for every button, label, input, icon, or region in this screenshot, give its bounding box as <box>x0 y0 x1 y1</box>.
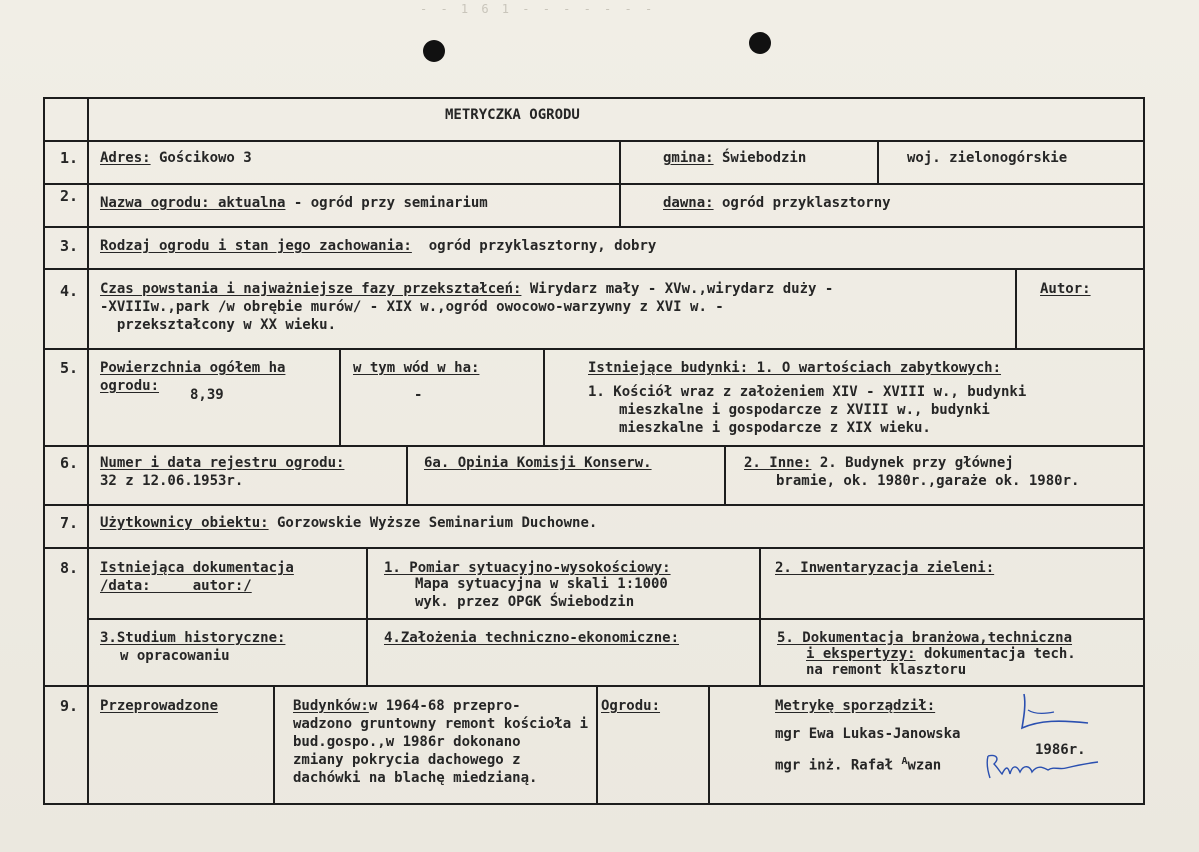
documentation-label-2: /data: autor:/ <box>100 578 252 594</box>
area-label-2: ogrodu: <box>100 378 160 394</box>
row-number-2: 2. <box>60 187 79 205</box>
punch-hole-left <box>423 40 445 62</box>
greenery-inventory-label: 2. Inwentaryzacja zieleni: <box>775 560 995 576</box>
preparer-2-correction: A <box>901 756 908 767</box>
rule-7 <box>43 504 1145 506</box>
rule-r1-a <box>619 140 621 226</box>
history-line-3: przekształcony w XX wieku. <box>100 317 337 333</box>
survey-line-1: Mapa sytuacyjna w skali 1:1000 <box>415 576 668 592</box>
author-label: Autor: <box>1040 281 1091 297</box>
rule-8-mid <box>88 618 1145 620</box>
register-value: 32 z 12.06.1953r. <box>100 473 244 489</box>
gmina-field <box>663 150 806 166</box>
preparer-2 <box>775 754 941 774</box>
garden-works-label: Ogrodu: <box>601 698 661 714</box>
rule-r5-b <box>543 348 545 445</box>
buildings-works-line-2: wadzono gruntowny remont kościoła i <box>293 716 589 732</box>
buildings-line-3: mieszkalne i gospodarcze z XIX wieku. <box>619 420 931 436</box>
preparer-1: mgr Ewa Lukas-Janowska <box>775 726 961 742</box>
preparer-2-surname: wzan <box>907 757 942 774</box>
gmina-value: Świebodzin <box>713 150 807 166</box>
branch-docs-line-2 <box>806 646 1076 662</box>
garden-type-label: Rodzaj ogrodu i stan jego zachowania: <box>100 238 412 254</box>
branch-docs-value-2: na remont klasztoru <box>806 662 967 678</box>
gmina-label: gmina: <box>663 150 714 166</box>
address-value: Gościkowo 3 <box>150 150 252 166</box>
garden-name-field <box>100 195 488 211</box>
other-label: 2. Inne: <box>744 455 812 471</box>
tech-econ-label: 4.Założenia techniczno-ekonomiczne: <box>384 630 680 646</box>
former-name-label: dawna: <box>663 195 714 211</box>
conducted-label: Przeprowadzone <box>100 698 219 714</box>
rule-r8-b <box>759 547 761 685</box>
buildings-works-line-4: zmiany pokrycia dachowego z <box>293 752 521 768</box>
conservator-opinion-label: 6a. Opinia Komisji Konserw. <box>424 455 652 471</box>
buildings-works-line-3: bud.gospo.,w 1986r dokonano <box>293 734 521 750</box>
branch-docs-value-1: dokumentacja tech. <box>915 646 1076 662</box>
preparer-2-name: mgr inż. Rafał <box>775 757 902 774</box>
rule-1 <box>43 140 1145 142</box>
buildings-line-2: mieszkalne i gospodarcze z XVIII w., budynki <box>619 402 990 418</box>
rule-9 <box>43 685 1145 687</box>
rule-8 <box>43 547 1145 549</box>
voivodeship-value: woj. zielonogórskie <box>907 150 1068 166</box>
signature-2-icon <box>982 748 1102 784</box>
survey-label: 1. Pomiar sytuacyjno-wysokościowy: <box>384 560 671 576</box>
rule-r4 <box>1015 268 1017 348</box>
historical-study-value: w opracowaniu <box>120 648 230 664</box>
branch-docs-label-2: i ekspertyzy: <box>806 646 916 662</box>
rule-r9-b <box>596 685 598 805</box>
users-field <box>100 515 597 531</box>
history-value-1: Wirydarz mały - XVw.,wirydarz duży - <box>521 281 834 297</box>
rule-6 <box>43 445 1145 447</box>
branch-docs-label-1: 5. Dokumentacja branżowa,techniczna <box>777 630 1073 646</box>
rule-bottom <box>43 803 1145 805</box>
register-label: Numer i data rejestru ogrodu: <box>100 455 345 471</box>
rule-r9-c <box>708 685 710 805</box>
rule-r6-b <box>724 445 726 504</box>
garden-name-value: - ogród przy seminarium <box>285 195 488 211</box>
punch-hole-right <box>749 32 771 54</box>
users-label: Użytkownicy obiektu: <box>100 515 269 531</box>
garden-name-label: Nazwa ogrodu: aktualna <box>100 195 286 211</box>
rule-4 <box>43 268 1145 270</box>
garden-type-field <box>100 238 656 254</box>
area-value: 8,39 <box>190 387 224 403</box>
page-title: METRYCZKA OGRODU <box>445 107 580 123</box>
row-number-6: 6. <box>60 454 79 472</box>
survey-line-2: wyk. przez OPGK Świebodzin <box>415 594 635 610</box>
prepared-year: 1986r. <box>1035 742 1086 758</box>
rule-r1-b <box>877 140 879 183</box>
buildings-works-line-5: dachówki na blachę miedzianą. <box>293 770 538 786</box>
historical-study-label: 3.Studium historyczne: <box>100 630 286 646</box>
history-line-1 <box>100 281 833 297</box>
row-number-7: 7. <box>60 514 79 532</box>
rule-2 <box>43 183 1145 185</box>
buildings-works-value-1: w 1964-68 przepro- <box>368 698 521 714</box>
water-value: - <box>414 387 423 403</box>
row-number-1: 1. <box>60 149 79 167</box>
buildings-line-1: 1. Kościół wraz z założeniem XIV - XVIII w., budynki <box>588 384 1027 400</box>
history-label: Czas powstania i najważniejsze fazy przekształceń: <box>100 281 522 297</box>
rule-r8-a <box>366 547 368 685</box>
rule-left <box>43 97 45 805</box>
rule-r5-a <box>339 348 341 445</box>
area-label-1: Powierzchnia ogółem ha <box>100 360 286 376</box>
buildings-works-line-1 <box>293 698 521 714</box>
buildings-label: Istniejące budynki: 1. O wartościach zabytkowych: <box>588 360 1002 376</box>
rule-3 <box>43 226 1145 228</box>
row-number-3: 3. <box>60 237 79 255</box>
other-line-2: bramie, ok. 1980r.,garaże ok. 1980r. <box>776 473 1080 489</box>
water-label: w tym wód w ha: <box>353 360 480 376</box>
row-number-8: 8. <box>60 559 79 577</box>
users-value: Gorzowskie Wyższe Seminarium Duchowne. <box>268 515 598 531</box>
rule-r9-a <box>273 685 275 805</box>
faint-top-text: - - 1 6 1 - - - - - - - <box>420 2 656 16</box>
address-label: Adres: <box>100 150 151 166</box>
other-line-1 <box>744 455 1014 471</box>
former-name-value: ogród przyklasztorny <box>713 195 891 211</box>
buildings-works-label: Budynków: <box>293 698 369 714</box>
row-number-4: 4. <box>60 282 79 300</box>
garden-type-value: ogród przyklasztorny, dobry <box>411 238 657 254</box>
address-field <box>100 150 252 166</box>
rule-num-col <box>87 97 89 805</box>
former-name-field <box>663 195 891 211</box>
documentation-label-1: Istniejąca dokumentacja <box>100 560 294 576</box>
signature-1-icon <box>1010 690 1110 740</box>
rule-right <box>1143 97 1145 805</box>
rule-r6-a <box>406 445 408 504</box>
rule-5 <box>43 348 1145 350</box>
other-value-1: 2. Budynek przy głównej <box>811 455 1014 471</box>
prepared-by-label: Metrykę sporządził: <box>775 698 936 714</box>
history-line-2: -XVIIIw.,park /w obrębie murów/ - XIX w.,ogród owocowo-warzywny z XVI w. - <box>100 299 724 315</box>
row-number-5: 5. <box>60 359 79 377</box>
rule-top <box>43 97 1145 99</box>
row-number-9: 9. <box>60 697 79 715</box>
